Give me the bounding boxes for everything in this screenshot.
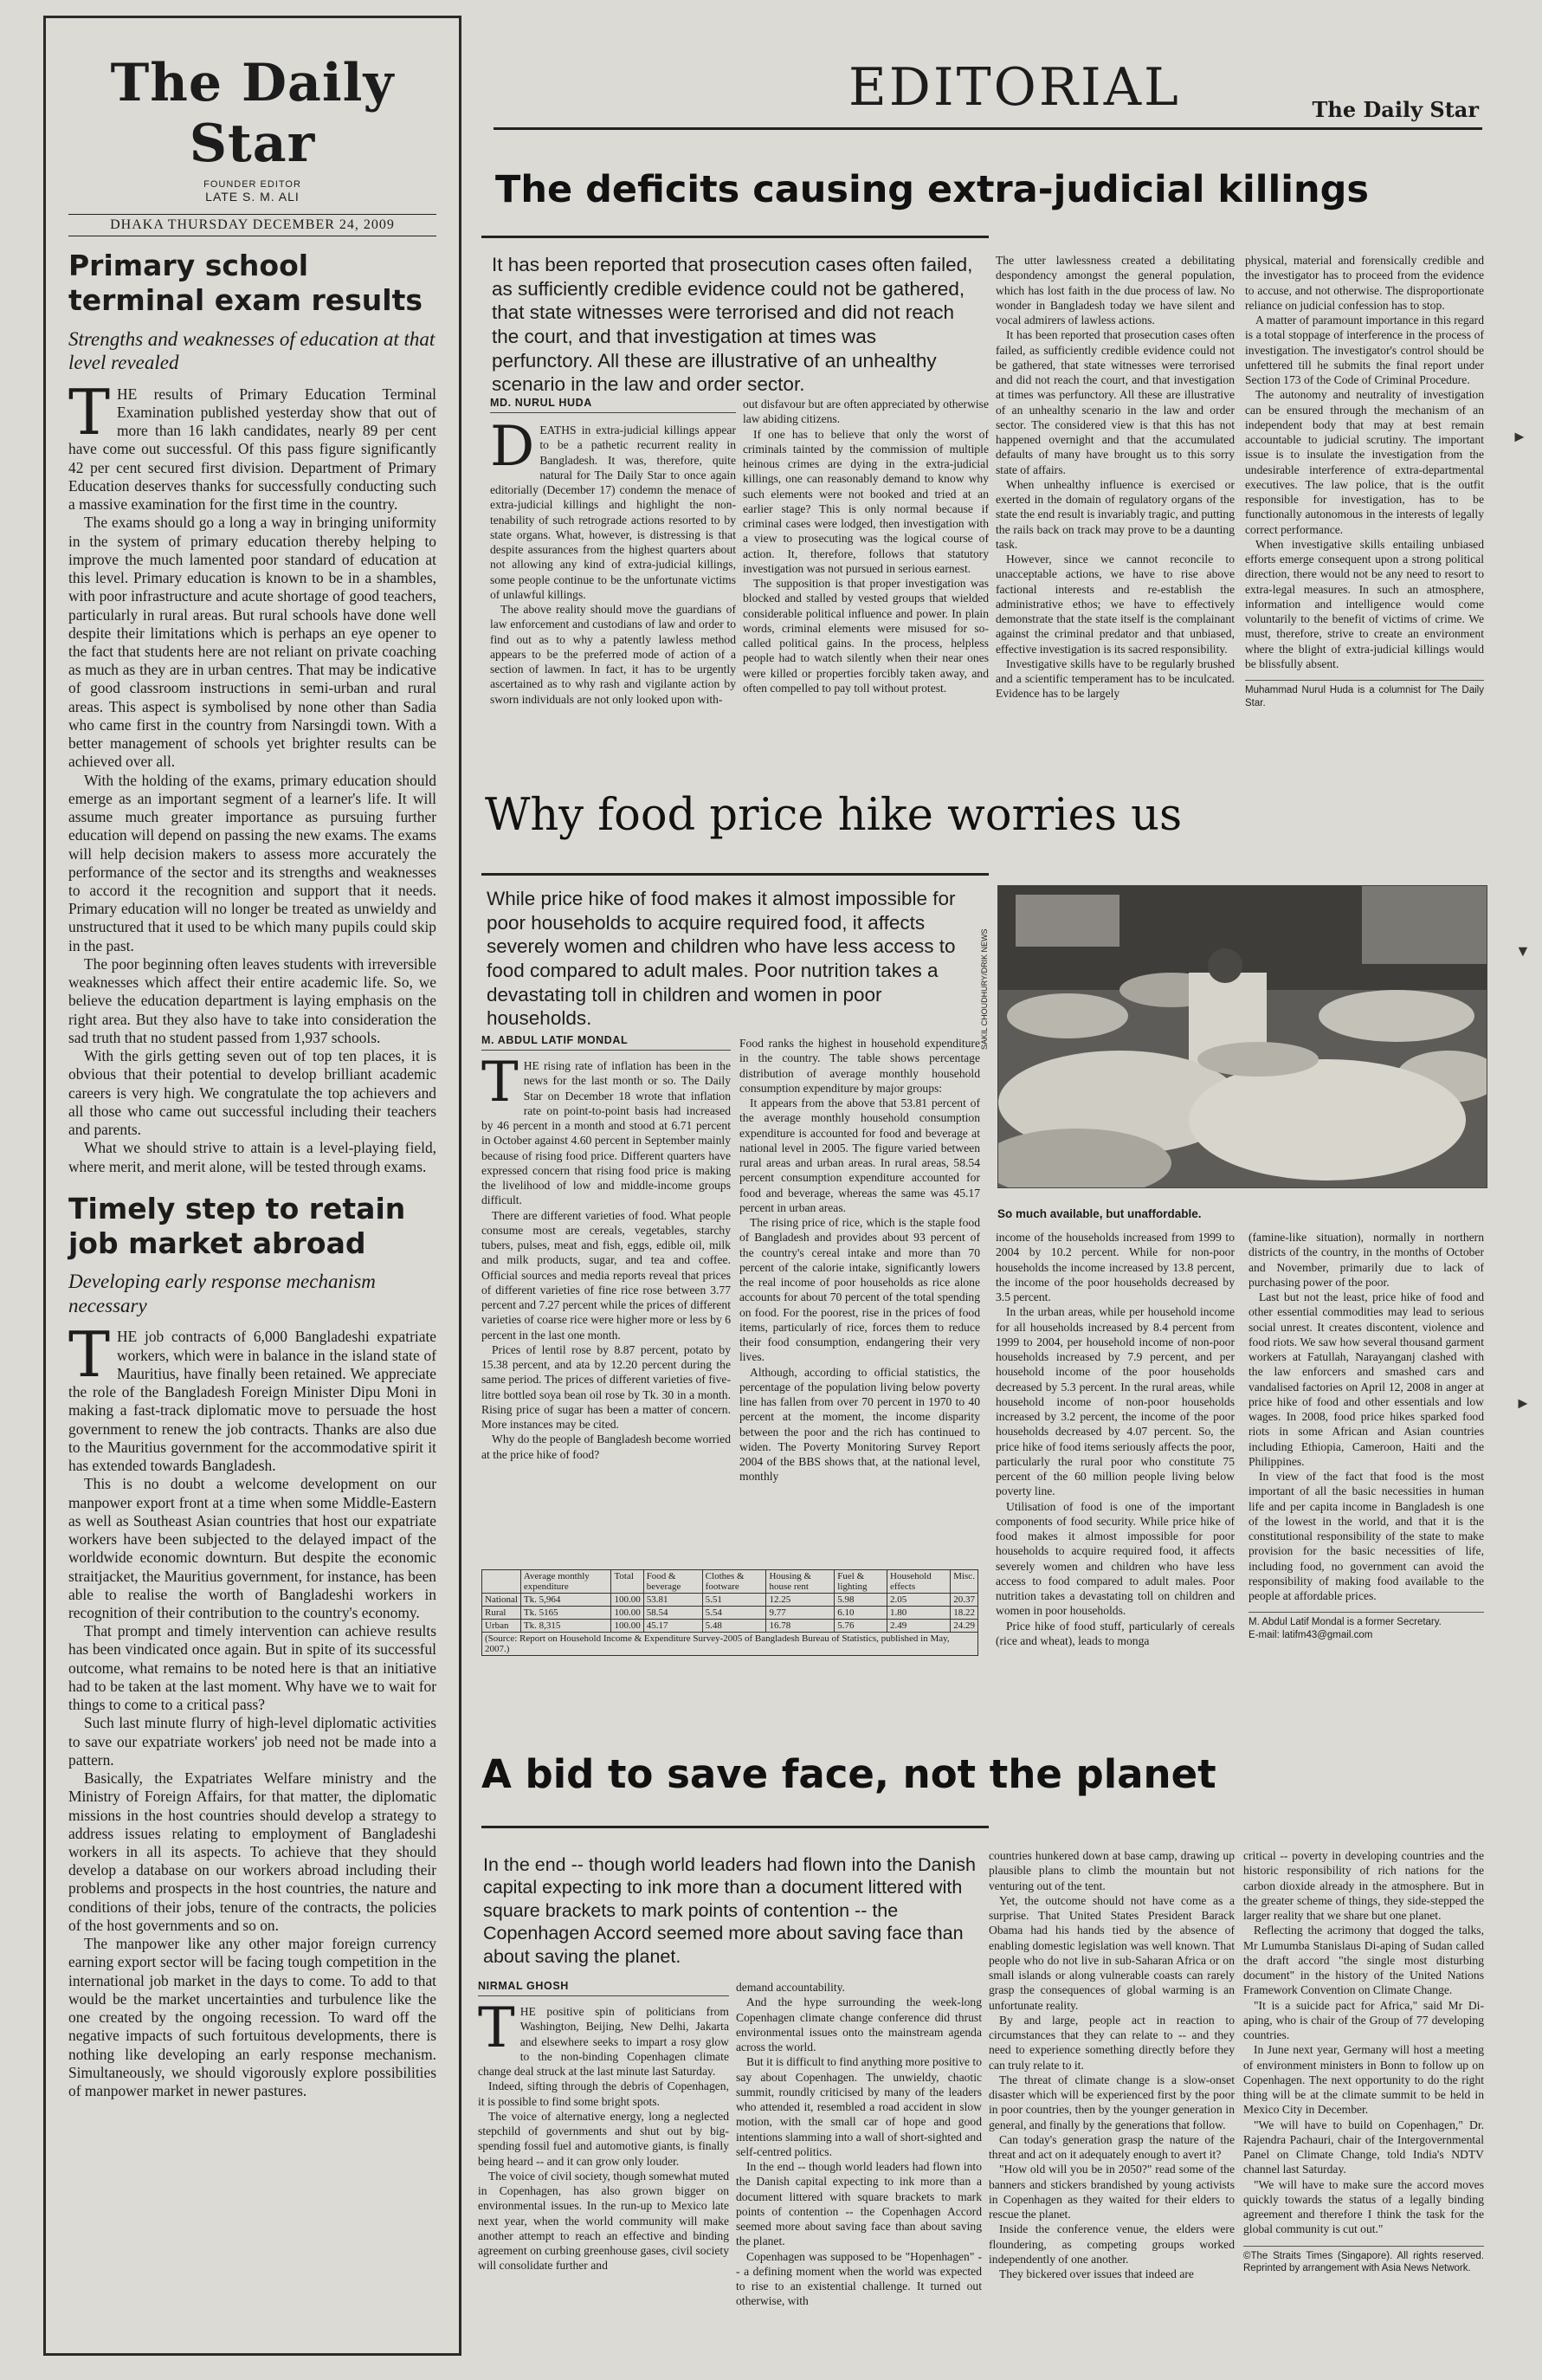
editorial-1-title: Primary school terminal exam results <box>68 249 423 318</box>
story-1-col-1 <box>490 423 736 769</box>
editorial-1-para: With the girls getting seven out of top ten places, it is obvious that their potential to develop brilliant academic careers is very high. We congratulate the top achievers and all those who came out successful including their teachers and parents. <box>68 1047 436 1139</box>
dateline: DHAKA THURSDAY DECEMBER 24, 2009 <box>68 214 436 236</box>
editorial-2-title: Timely step to retain job market abroad <box>68 1191 406 1261</box>
table-header-cell: Total <box>611 1570 643 1594</box>
paragraph: The voice of civil society, though somewhat muted in Copenhagen, has also grown bigger on environmental issues. In the run-up to Mexico late next year, when the world community will make another attempt to reach an effective and binding agreement on curbing greenhouse gases, civil society will consolidate further and <box>478 2169 729 2273</box>
masthead-logo <box>68 53 436 174</box>
editorial-1-para: THE results of Primary Education Terminal Examination published yesterday show that out of more than 16 lakh candidates, nearly 89 per cent have come out successful. Of this pass figure significantly 42 per cent secured first division. Department of Primary Education deserves thanks for successfully conducting such a massive examination for the first time in the country. <box>68 375 436 514</box>
table-header-cell: Misc. <box>951 1570 978 1594</box>
table-source-row <box>482 1633 978 1656</box>
paragraph: out disfavour but are often appreciated by otherwise law abiding citizens. <box>743 398 989 426</box>
table-cell: Rural <box>482 1607 521 1620</box>
market-photo <box>997 885 1487 1188</box>
table-cell: National <box>482 1594 521 1607</box>
paragraph: The above reality should move the guardians of law enforcement and custodians of law and order to find out as to why a patently lawless method appears to be the preferred mode of action of a section of lawmen. In fact, it has to be urgently ascertained as to why rash and vigilante action by sworn individuals are not only looked upon with- <box>490 603 736 706</box>
paragraph: physical, material and forensically credible and the investigator has to proceed from the evidence to accuse, and not otherwise. The disproportionate reliance on judicial confession has to stop. <box>1245 254 1484 312</box>
paragraph: The rising price of rice, which is the staple food of Bangladesh and provides about 93 percent of the country's cereal intake and more than 70 percent of the calorie intake, significantly lowers the real income of poor households as rice alone accounts for about 70 percent of the total spending on food. For the poorest, rise in the prices of food items, particularly of rice, forces them to reduce their food consumption, endangering their very lives. <box>739 1216 980 1364</box>
photo-caption: So much available, but unaffordable. <box>997 1207 1202 1220</box>
table-cell: 5.48 <box>702 1620 766 1633</box>
binding-mark-icon: ► <box>1512 428 1527 445</box>
paragraph: THE positive spin of politicians from Washington, Beijing, New Delhi, Jakarta and elsewhere seeks to impart a rosy glow to the non-binding Copenhagen climate change deal struck at the last minute last Saturday. <box>478 2004 729 2078</box>
paragraph: Yet, the outcome should not have come as a surprise. That United States President Barack Obama had his hands tied by the absence of enabling domestic legislation was well known. That people who do not live in sub-Saharan Africa or on small islands or along vulnerable coasts can rarely grasp the consequences of global warming is an unfortunate reality. <box>989 1893 1235 2012</box>
paragraph: The voice of alternative energy, long a neglected stepchild of governments and shut out by big-spending fossil fuel and automotive giants, is finally being heard -- and it can grow only louder. <box>478 2109 729 2168</box>
photo-credit: SAKIL CHOUDHURY/DRIK NEWS <box>980 928 989 1050</box>
story-1-col-2 <box>743 397 989 769</box>
paragraph: A matter of paramount importance in this regard is a total stoppage of interference in the process of investigation. The investigator's control should be unfettered till he submits the final report under Section 173 of the Code of Criminal Procedure. <box>1245 314 1484 386</box>
table-row <box>482 1620 978 1633</box>
table-cell: 5.98 <box>835 1594 887 1607</box>
paragraph: Why do the people of Bangladesh become worried at the price hike of food? <box>481 1433 731 1461</box>
story-3-deck: In the end -- though world leaders had flown into the Danish capital expecting to ink more than a document littered with square brackets to mark points of contention -- the Copenhagen Accord seemed more about saving face than about saving the planet. <box>483 1854 976 1967</box>
table-cell: 1.80 <box>887 1607 951 1620</box>
paragraph: By and large, people act in reaction to circumstances that they can relate to -- and they need to experience something directly before they can truly relate to it. <box>989 2013 1235 2072</box>
table-row <box>482 1607 978 1620</box>
paragraph: They bickered over issues that indeed are <box>999 2267 1194 2280</box>
paragraph: Last but not the least, price hike of food and other essential commodities may lead to serious social unrest. It creates discontent, violence and food riots. We saw how several thousand garment workers at Fatullah, Narayanganj clashed with the law enforcers and smashed cars and vandalised factories on April 12, 2008 in anger at price hike of food and other essentials and low wages. In 2008, food price hikes sparked food riots in some African and Asian countries including Ethiopia, Cameroon, Haiti and the Philippines. <box>1248 1290 1484 1468</box>
editorial-1-para: With the holding of the exams, primary education should emerge as an important segment of a learner's life. It will assume much greater importance as pursuing further education will depend on passing the new exams. The exams will help decision makers to assess more accurately the performance of the sector and its strengths and weaknesses to accord it the recognition and support that it needs. Primary education will no longer be treated as unwieldy and unstructured that it used to be which many pupils could skip in the past. <box>68 771 436 954</box>
dropcap: T <box>481 1058 519 1115</box>
paragraph: In view of the fact that food is the most important of all the basic necessities in human life and per capita income in Bangladesh is one of the lowest in the world, and that it is the constitutional responsibility of the state to make provision for the basic necessities of life, including food, no government can avoid the responsibility of making food available to the people at affordable prices. <box>1248 1470 1484 1602</box>
table-cell: 20.37 <box>951 1594 978 1607</box>
table-cell: 58.54 <box>643 1607 702 1620</box>
story-3-col-4 <box>1243 1848 1484 2364</box>
paragraph: Indeed, sifting through the debris of Copenhagen, it is possible to find some bright spots. <box>478 2079 729 2108</box>
paragraph: income of the households increased from 1999 to 2004 by 10.2 percent. While for non-poor households the income increased by 13.8 percent, the income of the poor households decreased by 3.5 percent. <box>996 1231 1235 1303</box>
story-3-byline: NIRMAL GHOSH <box>478 1980 729 1996</box>
table-cell: Tk. 5165 <box>520 1607 611 1620</box>
paragraph: In June next year, Germany will host a meeting of environment ministers in Bonn to follow up on Copenhagen. The next opportunity to do the right thing will be at the climate summit to be held in Mexico City in December. <box>1243 2043 1484 2117</box>
table-cell: 2.05 <box>887 1594 951 1607</box>
paragraph: countries hunkered down at base camp, drawing up plausible plans to climb the mountain but not venturing out of the tent. <box>989 1849 1235 1892</box>
paragraph: When investigative skills entailing unbiased efforts emerge consequent upon a strong political direction, there would not be any need to resort to extra-legal measures. In such an atmosphere, information and intelligence would come voluntarily to the benefit of victims of crime. We must, therefore, strive to create an environment where the blight of extra-judicial killings would be blissfully absent. <box>1245 537 1484 670</box>
table-cell: 6.10 <box>835 1607 887 1620</box>
paragraph: It appears from the above that 53.81 percent of the average monthly household consumption expenditure is accounted for food and beverage at national level in 2005. The figure varied between rural areas and urban areas. In rural areas, 58.54 percent consumption expenditure accounted for food and beverage, whereas the same was 45.17 percent in urban areas. <box>739 1096 980 1214</box>
story-3-col-3 <box>989 1848 1235 2364</box>
paragraph: The autonomy and neutrality of investigation can be ensured through the mechanism of an independent body that may at best remain accountable to judicial scrutiny. The important issue is to insulate the investigation from the undesirable interference of extra-departmental executives. The law police, that is the outfit responsible for investigation, has to be functionally autonomous in the interests of legally correct performance. <box>1245 388 1484 536</box>
table-header-cell: Clothes & footware <box>702 1570 766 1594</box>
dropcap: D <box>490 423 535 479</box>
story-1-col-3 <box>996 253 1235 766</box>
table-cell: 100.00 <box>611 1620 643 1633</box>
table-row <box>482 1594 978 1607</box>
table-cell: Tk. 8,315 <box>520 1620 611 1633</box>
paragraph: If one has to believe that only the worst of criminals tainted by the commission of multiple heinous crimes are dying in the extra-judicial killings, one can reasonably demand to know why such elements were not booked and tried at an earlier stage? This is only normal because if criminal cases were lodged, then investigation with a view to prosecuting was the logical course of action. It, therefore, follows that statutory investigation was not pursued in serious earnest. <box>743 427 989 575</box>
story-1-headline: The deficits causing extra-judicial killings <box>495 168 1369 211</box>
paragraph: It has been reported that prosecution cases often failed, as sufficiently credible evidence could not be gathered, that state witnesses were terrorised and did not reach the court, and that investigation at times was perfunctory. All these are illustrative of an unhealthy scenario in the law and order sector. The considered view is that this has not happened overnight and that the accumulated defaults of many have brought us to this sorry state of affairs. <box>996 328 1235 476</box>
paragraph: Investigative skills have to be regularly brushed and a scientific temperament has to be inculcated. Evidence has to be largely <box>996 656 1235 701</box>
paragraph: Utilisation of food is one of the important components of food security. While price hike of food makes it almost impossible for poor households to acquire required food, it affects severely women and children who have less access to food compared to adult males. Poor nutrition takes a devastating toll on children and women in poor households. <box>996 1499 1235 1618</box>
story-2-headline: Why food price hike worries us <box>485 790 1183 841</box>
editorial-1-body <box>68 375 436 1176</box>
story-1-col-4 <box>1245 253 1484 773</box>
story-1-deck: It has been reported that prosecution cases often failed, as sufficiently credible evidence could not be gathered, that state witnesses were terrorised and did not reach the court, and that investigation at times was perfunctory. All these are illustrative of an unhealthy scenario in the law and order sector. <box>492 254 973 396</box>
story-2-byline: M. ABDUL LATIF MONDAL <box>481 1034 731 1051</box>
table-header-cell: Fuel & lighting <box>835 1570 887 1594</box>
paragraph: Reflecting the acrimony that dogged the talks, Mr Lumumba Stanislaus Di-aping of Sudan called the draft accord "the single most disturbing document" in the history of the United Nations Framework Convention on Climate Change. <box>1243 1924 1484 1997</box>
paragraph: Price hike of food stuff, particularly of cereals (rice and wheat), leads to monga <box>996 1619 1235 1647</box>
author-tagline: M. Abdul Latif Mondal is a former Secretary. <box>1248 1612 1484 1629</box>
table-header-cell <box>482 1570 521 1594</box>
author-email: E-mail: latifm43@gmail.com <box>1248 1629 1373 1640</box>
paragraph: demand accountability. <box>736 1981 845 1994</box>
paragraph: The supposition is that proper investigation was blocked and stalled by vested groups that wielded considerable political influence and power. In plain words, criminal elements were misused for so-called political gains. In the process, helpless people had to watch silently when their near ones were killed or properties forcibly taken away, and often compelled to pay toll without protest. <box>743 577 989 695</box>
founder-name: LATE S. M. ALI <box>205 190 300 204</box>
table-cell: 18.22 <box>951 1607 978 1620</box>
section-header <box>494 52 1482 130</box>
story-3-col-1 <box>478 2004 729 2364</box>
story-2-col-1 <box>481 1058 731 1564</box>
paragraph: Prices of lentil rose by 8.87 percent, potato by 15.38 percent, and ata by 12.20 percent during the same period. The prices of different varieties of five-litre bottled soya bean oil rose by Tk. 30 in a month. Rising price of sugar has been a matter of concern. More instances may be cited. <box>481 1342 731 1431</box>
paragraph: "How old will you be in 2050?" read some of the banners and stickers brandished by young activists in Copenhagen as they waited for their elders to rescue the planet. <box>989 2163 1235 2221</box>
story-1-rule <box>481 236 989 238</box>
dropcap: T <box>68 375 111 449</box>
paragraph: THE rising rate of inflation has been in the news for the last month or so. The Daily Star on December 18 wrote that inflation rate on point-to-point basis had increased by 46 percent in a month and stood at 6.71 percent in October against 4.60 percent in September mainly because of rising food price. Different quarters have expressed concern that rising food price is making the livelihood of low and middle-income groups difficult. <box>481 1058 731 1207</box>
table-cell: Tk. 5,964 <box>520 1594 611 1607</box>
editorial-1-para: The exams should go a long a way in bringing uniformity in the system of primary education thereby helping to improve the much lamented poor standard of education at this level. Primary education is known to be in a shambles, with poor infrastructure and acute shortage of good teachers, particularly in rural areas. But rural schools have done well despite their limitations which is perhaps an eye opener to the fact that students here are not reliant on private coaching as much as they are in urban centres. That may be indicative of good classroom instructions in semi-urban and rural areas. This aspect is symbolised by none other than Sadia who came first in the country from Narsingdi town. With a better management of schools yet brighter results can be achieved over all. <box>68 514 436 771</box>
paragraph: The threat of climate change is a slow-onset disaster which will be experienced first by the poor in poor countries, then by the younger generation in general, and finally by the generations that follow. <box>989 2073 1235 2131</box>
story-2-col-2 <box>739 1036 980 1564</box>
paragraph: "We will have to build on Copenhagen," Dr. Rajendra Pachauri, chair of the Intergovernmental Panel on Climate Change, told India's NDTV channel last Saturday. <box>1243 2118 1484 2176</box>
paragraph: DEATHS in extra-judicial killings appear to be a pathetic recurrent reality in Bangladesh. It was, therefore, quite natural for The Daily Star to once again editorially (December 17) condemn the menace of extra-judicial killings and highlight the non-tenability of such retrograde actions resorted to by state organs. What, however, is distressing is that despite assurances from the highest quarters about not allowing any kind of extra-judicial killings, some people continue to be the unfortunate victims of unlawful killings. <box>490 423 736 601</box>
table-cell: 12.25 <box>766 1594 835 1607</box>
editorial-1-deck: Strengths and weaknesses of education at that level revealed <box>68 327 436 374</box>
table-cell: 5.51 <box>702 1594 766 1607</box>
table-cell: 9.77 <box>766 1607 835 1620</box>
table-cell: 16.78 <box>766 1620 835 1633</box>
story-2-col-3 <box>996 1230 1235 1760</box>
story-1-byline: MD. NURUL HUDA <box>490 397 736 413</box>
table-cell: Urban <box>482 1620 521 1633</box>
paragraph: In the end -- though world leaders had flown into the Danish capital expecting to ink more than a document littered with square brackets to mark points of contention -- the Copenhagen Accord seemed more about saving face than about saving the planet. <box>736 2160 982 2248</box>
paragraph: In the urban areas, while per household income for all households increased by 8.4 percent from 1999 to 2004, per household income of non-poor households increased by 7.9 percent, and per household income of the poor households decreased by 5.3 percent. In the rural areas, while household income of non-poor households increased by 3.2 percent, the income of the poor households decreased by 4.07 percent. So, the price hike of food items seriously affects the poor, particularly the rural poor who constitute 75 percent of the 60 million people living below poverty line. <box>996 1305 1235 1498</box>
table-header-cell: Household effects <box>887 1570 951 1594</box>
paragraph: And the hype surrounding the week-long Copenhagen climate change conference did thrust environmental issues onto the mainstream agenda across the world. <box>736 1995 982 2053</box>
table-cell: 2.49 <box>887 1620 951 1633</box>
paragraph: But it is difficult to find anything more positive to say about Copenhagen. The unwieldy, chaotic summit, roundly criticised by many of the leaders who attended it, resembled a road accident in slow motion, with the small car of hope and good intentions slamming into a wall of short-sighted and self-centred politics. <box>736 2055 982 2158</box>
binding-mark-icon: ► <box>1515 1394 1531 1412</box>
editorial-2-para: THE job contracts of 6,000 Bangladeshi expatriate workers, which were in balance in the island state of Mauritius, have finally been retained. We appreciate the role of the Bangladesh Foreign Minister Dipu Moni in making a fast-track diplomatic move to persuade the host government to renew the job contracts. Thanks are also due to the Mauritius government for the accommodative spirit it has extended towards Bangladesh. <box>68 1318 436 1475</box>
header-logo: The Daily Star <box>1312 97 1479 122</box>
editorial-2-para: Basically, the Expatriates Welfare ministry and the Ministry of Foreign Affairs, for that matter, the diplomatic missions in the host countries should develop a strategy to address issues relating to employment of Bangladeshi workers in all its aspects. To achieve that they should develop a database on our workers abroad including their problems and prospects in the host countries, the nature and conditions of their jobs, tenure of the contracts, the policies of the host governments and so on. <box>68 1769 436 1934</box>
story-3-headline: A bid to save face, not the planet <box>481 1751 1216 1797</box>
story-3-col-2 <box>736 1980 982 2364</box>
left-editorial-column <box>43 16 461 2356</box>
table-cell: 100.00 <box>611 1594 643 1607</box>
table-cell: 100.00 <box>611 1607 643 1620</box>
dropcap: T <box>68 1318 111 1392</box>
paragraph: "It is a suicide pact for Africa," said Mr Di-aping, who is chair of the Group of 77 developing countries. <box>1243 1998 1484 2041</box>
binding-mark-icon: ▼ <box>1515 942 1531 960</box>
paragraph: "We will have to make sure the accord moves quickly towards the status of a legally binding agreement and therefore I think the task for the global community is cut out." <box>1243 2177 1484 2236</box>
paragraph: (famine-like situation), normally in northern districts of the country, in the months of October and November, primarily due to lack of purchasing power of the poor. <box>1248 1231 1484 1289</box>
story-2-col-4 <box>1248 1230 1484 1760</box>
editorial-1-para: What we should strive to attain is a level-playing field, where merit, and merit alone, will be tested through exams. <box>68 1139 436 1175</box>
paragraph: Although, according to official statistics, the percentage of the population living below poverty line has fallen from over 70 percent in 1970 to 40 percent at the moment, the income disparity between the poor and the rich has continued to widen. The Poverty Monitoring Survey Report 2004 of the BBS shows that, at the national level, monthly <box>739 1365 980 1484</box>
paragraph: critical -- poverty in developing countries and the historic responsibility of rich nations for the carbon dioxide already in the atmosphere. But in the greater scheme of things, they side-stepped the larger reality that we share but one planet. <box>1243 1849 1484 1922</box>
paragraph: Copenhagen was supposed to be "Hopenhagen" -- a defining moment when the world was expected to rise to an existential challenge. It turned out otherwise, with <box>736 2249 982 2308</box>
story-2-deck: While price hike of food makes it almost impossible for poor households to acquire required food, it affects severely women and children who have less access to food compared to adult males. Poor nutrition takes a devastating toll in children and women in poor households. <box>487 888 956 1030</box>
story-2-rule <box>481 873 989 876</box>
paragraph: Can today's generation grasp the nature of the threat and act on it adequately enough to avert it? <box>989 2132 1235 2161</box>
table-cell: 24.29 <box>951 1620 978 1633</box>
editorial-2-para: Such last minute flurry of high-level diplomatic activities to save our expatriate workers' job need not be made into a pattern. <box>68 1714 436 1769</box>
paragraph: Inside the conference venue, the elders were floundering, as competing groups worked independently of one another. <box>989 2222 1235 2266</box>
founder-label: FOUNDER EDITOR <box>203 179 301 190</box>
story-3-rule <box>481 1826 989 1828</box>
table-cell: 45.17 <box>643 1620 702 1633</box>
author-tagline: ©The Straits Times (Singapore). All rights reserved. Reprinted by arrangement with Asia News Network. <box>1243 2246 1484 2275</box>
table-header-cell: Housing & house rent <box>766 1570 835 1594</box>
editorial-1-para: The poor beginning often leaves students with irreversible weaknesses which affect their entire academic life. So, we believe the education department is laying emphasis on the right area. But they also have to take into consideration the sad truth that no student passed from 1,937 schools. <box>68 954 436 1046</box>
editorial-2-deck: Developing early response mechanism necessary <box>68 1271 376 1316</box>
paragraph: The utter lawlessness created a debilitating despondency amongst the general population, which has lost faith in the due process of law. No wonder in Bangladesh today we have silent and vocal admirers of lawless actions. <box>996 254 1235 327</box>
author-tagline: Muhammad Nurul Huda is a columnist for The Daily Star. <box>1245 680 1484 709</box>
table-header-row <box>482 1570 978 1594</box>
editorial-2-para: The manpower like any other major foreign currency earning export sector will be facing tough competition in the international job market in the days to come. To add to that would be the market uncertainties and turbulence like the one created by the ongoing recession. To ward off the negative impacts of such fortuitous developments, there is nothing like developing an early response mechanism. Simultaneously, we should vigorously explore possibilities of manpower market in newer pastures. <box>68 1935 436 2100</box>
editorial-2-para: That prompt and timely intervention can achieve results has been vindicated once again. But in spite of its successful outcome, what remains to be noted here is that an initiative had to be taken at the last moment. Why have we to wait for things to come to a critical pass? <box>68 1622 436 1714</box>
vegetable-market-image <box>998 886 1487 1188</box>
dropcap: T <box>478 2004 515 2060</box>
paragraph: There are different varieties of food. What people consume most are cereals, vegetables, starchy tubers, pulses, meat and fish, eggs, edible oil, milk and milk products, sugar, and tea and coffee. Official sources and media reports reveal that prices of different varieties of fine rice rose between 3.77 percent and 7.27 percent while the prices of different varieties of coarse rice were higher more or less by 6 percent in the last one month. <box>481 1208 731 1342</box>
paragraph: When unhealthy influence is exercised or exerted in the domain of regulatory organs of the state the end result is invariably tragic, and putting the rails back on track may prove to be a daunting task. <box>996 477 1235 551</box>
table-header-cell: Food & beverage <box>643 1570 702 1594</box>
section-title: EDITORIAL <box>848 57 1181 118</box>
editorial-2-para: This is no doubt a welcome development on our manpower export front at a time when some Middle-Eastern as well as Southeast Asian countries that host our expatriate workers have been subjected to the delayed impact of the worldwide economic downturn. But despite the economic straitjacket, the Mauritius government, for instance, has been able to realise the worth of Bangladeshi workers in recognition of their contribution to the country's economy. <box>68 1475 436 1621</box>
paragraph: Food ranks the highest in household expenditure in the country. The table shows percentage distribution of average monthly household consumption expenditure by major groups: <box>739 1037 980 1095</box>
table-cell: 5.76 <box>835 1620 887 1633</box>
table-source: (Source: Report on Household Income & Expenditure Survey-2005 of Bangladesh Bureau of Statistics, published in May, 2007.) <box>482 1633 978 1656</box>
masthead-title: The Daily Star <box>110 53 395 174</box>
editorial-2-body <box>68 1318 436 2100</box>
table-header-cell: Average monthly expenditure <box>520 1570 611 1594</box>
table-cell: 5.54 <box>702 1607 766 1620</box>
expenditure-table <box>481 1569 978 1656</box>
paragraph: However, since we cannot reconcile to unacceptable actions, we have to rise above factional interests and re-establish the administrative ethos; we have to effectively demonstrate that the state itself is the complainant against the criminal predator and that unbiased, effective investigation is its sacred responsibility. <box>996 553 1235 656</box>
table-cell: 53.81 <box>643 1594 702 1607</box>
